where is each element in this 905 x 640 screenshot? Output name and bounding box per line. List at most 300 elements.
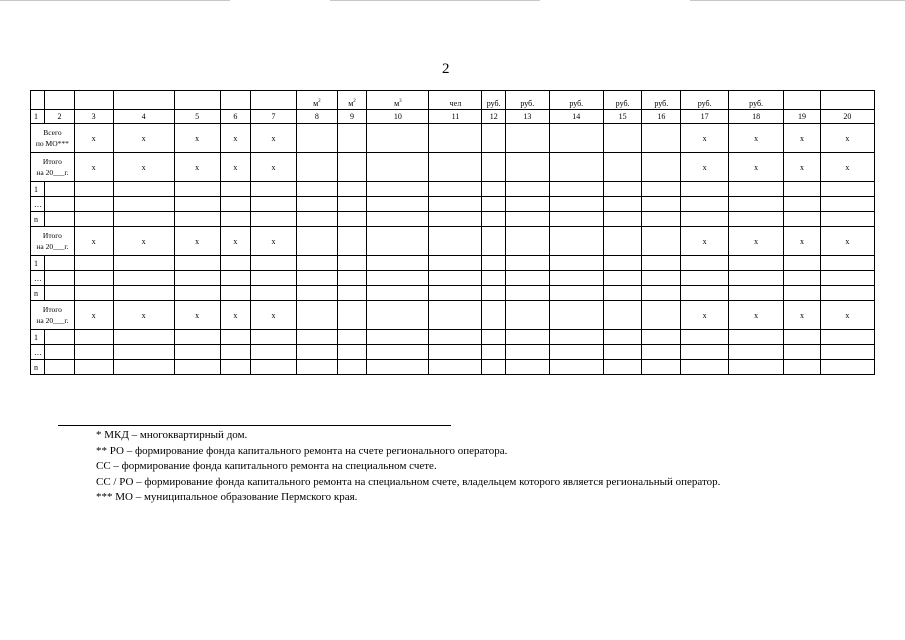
empty-cell <box>820 271 874 286</box>
empty-cell <box>220 212 251 227</box>
empty-cell <box>729 345 784 360</box>
empty-cell <box>505 330 549 345</box>
column-number-cell: 8 <box>296 110 337 124</box>
empty-cell <box>505 182 549 197</box>
empty-cell <box>367 271 429 286</box>
footnote: СС / РО – формирование фонда капитального ремонта на специальном счете, владельцем которого является региональный оператор. <box>96 475 721 488</box>
x-mark-cell: х <box>729 301 784 330</box>
empty-cell <box>429 286 482 301</box>
empty-cell <box>367 153 429 182</box>
empty-cell <box>429 182 482 197</box>
empty-cell <box>505 286 549 301</box>
item-index-cell: n <box>31 286 45 301</box>
x-mark-cell: х <box>174 124 220 153</box>
empty-cell <box>505 256 549 271</box>
column-number-cell: 10 <box>367 110 429 124</box>
empty-cell <box>429 301 482 330</box>
item-row <box>31 330 875 345</box>
empty-cell <box>784 256 821 271</box>
item-index-cell: 1 <box>31 256 45 271</box>
x-mark-cell: х <box>74 227 113 256</box>
empty-cell <box>45 271 75 286</box>
empty-cell <box>820 256 874 271</box>
empty-cell <box>505 153 549 182</box>
empty-cell <box>74 256 113 271</box>
empty-cell <box>429 345 482 360</box>
empty-cell <box>337 182 367 197</box>
empty-cell <box>729 212 784 227</box>
empty-cell <box>505 271 549 286</box>
column-number-cell: 14 <box>549 110 603 124</box>
empty-cell <box>367 256 429 271</box>
x-mark-cell: х <box>784 301 821 330</box>
empty-cell <box>296 301 337 330</box>
empty-cell <box>729 286 784 301</box>
unit-cell: руб. <box>549 91 603 110</box>
empty-cell <box>296 330 337 345</box>
column-number-cell: 19 <box>784 110 821 124</box>
empty-cell <box>174 345 220 360</box>
empty-cell <box>505 212 549 227</box>
empty-cell <box>337 153 367 182</box>
unit-cell: $м^2$ <box>337 91 367 110</box>
empty-cell <box>251 212 297 227</box>
empty-cell <box>113 212 174 227</box>
item-row <box>31 197 875 212</box>
empty-cell <box>220 286 251 301</box>
column-number-cell: 11 <box>429 110 482 124</box>
empty-cell <box>367 360 429 375</box>
empty-cell <box>113 197 174 212</box>
empty-cell <box>296 212 337 227</box>
empty-cell <box>603 197 642 212</box>
empty-cell <box>642 212 681 227</box>
item-row <box>31 271 875 286</box>
column-number-cell: 20 <box>820 110 874 124</box>
total-row <box>31 124 875 153</box>
column-number-cell: 17 <box>681 110 729 124</box>
x-mark-cell: х <box>174 153 220 182</box>
x-mark-cell: х <box>729 153 784 182</box>
column-number-cell: 15 <box>603 110 642 124</box>
empty-cell <box>251 271 297 286</box>
empty-cell <box>681 182 729 197</box>
empty-cell <box>549 227 603 256</box>
empty-cell <box>296 227 337 256</box>
empty-cell <box>681 360 729 375</box>
empty-cell <box>429 197 482 212</box>
empty-cell <box>220 197 251 212</box>
empty-cell <box>337 301 367 330</box>
empty-cell <box>113 345 174 360</box>
unit-cell <box>45 91 75 110</box>
empty-cell <box>603 301 642 330</box>
empty-cell <box>505 360 549 375</box>
x-mark-cell: х <box>220 227 251 256</box>
empty-cell <box>174 212 220 227</box>
unit-cell <box>784 91 821 110</box>
empty-cell <box>220 360 251 375</box>
empty-cell <box>642 197 681 212</box>
x-mark-cell: х <box>220 301 251 330</box>
total-row-label <box>31 227 75 256</box>
x-mark-cell: х <box>729 227 784 256</box>
unit-cell <box>31 91 45 110</box>
empty-cell <box>820 182 874 197</box>
total-row-label-line: Всего <box>43 128 62 137</box>
empty-cell <box>784 330 821 345</box>
x-mark-cell: х <box>820 227 874 256</box>
empty-cell <box>220 271 251 286</box>
empty-cell <box>482 153 505 182</box>
empty-cell <box>367 345 429 360</box>
empty-cell <box>642 256 681 271</box>
empty-cell <box>729 197 784 212</box>
empty-cell <box>549 360 603 375</box>
column-number-row <box>31 110 875 124</box>
x-mark-cell: х <box>820 301 874 330</box>
empty-cell <box>820 197 874 212</box>
empty-cell <box>174 197 220 212</box>
empty-cell <box>429 256 482 271</box>
empty-cell <box>74 345 113 360</box>
scan-edge-top-mid <box>330 0 540 1</box>
empty-cell <box>74 286 113 301</box>
empty-cell <box>820 330 874 345</box>
column-number-cell: 16 <box>642 110 681 124</box>
x-mark-cell: х <box>113 153 174 182</box>
empty-cell <box>784 271 821 286</box>
empty-cell <box>642 153 681 182</box>
empty-cell <box>603 124 642 153</box>
empty-cell <box>367 212 429 227</box>
empty-cell <box>603 256 642 271</box>
empty-cell <box>482 360 505 375</box>
empty-cell <box>113 330 174 345</box>
empty-cell <box>603 227 642 256</box>
footnote: * МКД – многоквартирный дом. <box>96 429 248 441</box>
unit-cell <box>174 91 220 110</box>
empty-cell <box>251 345 297 360</box>
empty-cell <box>337 212 367 227</box>
empty-cell <box>45 360 75 375</box>
empty-cell <box>367 301 429 330</box>
column-number-cell: 7 <box>251 110 297 124</box>
empty-cell <box>367 227 429 256</box>
column-number-cell: 6 <box>220 110 251 124</box>
empty-cell <box>729 182 784 197</box>
x-mark-cell: х <box>74 124 113 153</box>
empty-cell <box>603 330 642 345</box>
empty-cell <box>429 360 482 375</box>
empty-cell <box>251 330 297 345</box>
empty-cell <box>429 124 482 153</box>
empty-cell <box>482 212 505 227</box>
empty-cell <box>681 345 729 360</box>
empty-cell <box>296 286 337 301</box>
x-mark-cell: х <box>113 124 174 153</box>
empty-cell <box>482 227 505 256</box>
empty-cell <box>642 124 681 153</box>
item-row <box>31 286 875 301</box>
total-row-label-line: по МО*** <box>35 139 69 148</box>
empty-cell <box>74 212 113 227</box>
total-row-label-line: на 20___г. <box>36 242 69 251</box>
unit-cell: чел <box>429 91 482 110</box>
column-number-cell: 4 <box>113 110 174 124</box>
empty-cell <box>549 182 603 197</box>
empty-cell <box>505 124 549 153</box>
empty-cell <box>296 271 337 286</box>
empty-cell <box>296 182 337 197</box>
empty-cell <box>74 197 113 212</box>
empty-cell <box>549 301 603 330</box>
empty-cell <box>482 271 505 286</box>
empty-cell <box>482 301 505 330</box>
total-row-label-line: Итого <box>42 305 62 314</box>
empty-cell <box>251 286 297 301</box>
column-number-cell: 9 <box>337 110 367 124</box>
empty-cell <box>174 256 220 271</box>
item-index-cell: … <box>31 345 45 360</box>
empty-cell <box>729 271 784 286</box>
footnote: *** МО – муниципальное образование Пермского края. <box>96 491 358 503</box>
empty-cell <box>45 256 75 271</box>
empty-cell <box>729 330 784 345</box>
x-mark-cell: х <box>251 227 297 256</box>
empty-cell <box>603 286 642 301</box>
empty-cell <box>220 330 251 345</box>
empty-cell <box>784 212 821 227</box>
empty-cell <box>729 360 784 375</box>
x-mark-cell: х <box>220 124 251 153</box>
empty-cell <box>113 360 174 375</box>
empty-cell <box>113 271 174 286</box>
total-row-label-line: Итого <box>42 231 62 240</box>
empty-cell <box>642 330 681 345</box>
empty-cell <box>482 124 505 153</box>
empty-cell <box>296 124 337 153</box>
empty-cell <box>429 212 482 227</box>
column-number-cell: 3 <box>74 110 113 124</box>
empty-cell <box>367 197 429 212</box>
empty-cell <box>113 256 174 271</box>
empty-cell <box>337 227 367 256</box>
empty-cell <box>549 256 603 271</box>
total-row-label <box>31 124 75 153</box>
item-index-cell: n <box>31 212 45 227</box>
unit-cell <box>820 91 874 110</box>
empty-cell <box>296 345 337 360</box>
empty-cell <box>74 360 113 375</box>
empty-cell <box>784 286 821 301</box>
empty-cell <box>603 212 642 227</box>
empty-cell <box>113 286 174 301</box>
x-mark-cell: х <box>820 124 874 153</box>
empty-cell <box>549 286 603 301</box>
total-row <box>31 301 875 330</box>
empty-cell <box>505 301 549 330</box>
unit-cell: руб. <box>505 91 549 110</box>
empty-cell <box>505 345 549 360</box>
unit-row <box>31 91 875 110</box>
x-mark-cell: х <box>820 153 874 182</box>
empty-cell <box>296 153 337 182</box>
empty-cell <box>642 301 681 330</box>
empty-cell <box>482 182 505 197</box>
x-mark-cell: х <box>113 227 174 256</box>
empty-cell <box>113 182 174 197</box>
empty-cell <box>642 227 681 256</box>
footnote-separator <box>58 425 451 426</box>
unit-cell: руб. <box>729 91 784 110</box>
x-mark-cell: х <box>681 153 729 182</box>
column-number-cell: 1 <box>31 110 45 124</box>
x-mark-cell: х <box>113 301 174 330</box>
empty-cell <box>642 345 681 360</box>
empty-cell <box>681 271 729 286</box>
empty-cell <box>367 330 429 345</box>
empty-cell <box>251 256 297 271</box>
x-mark-cell: х <box>681 227 729 256</box>
empty-cell <box>603 360 642 375</box>
empty-cell <box>337 330 367 345</box>
x-mark-cell: х <box>74 153 113 182</box>
empty-cell <box>681 286 729 301</box>
empty-cell <box>367 286 429 301</box>
unit-cell: руб. <box>482 91 505 110</box>
x-mark-cell: х <box>174 227 220 256</box>
scan-edge-top-left <box>0 0 230 1</box>
page-number: 2 <box>442 61 450 77</box>
unit-cell <box>220 91 251 110</box>
x-mark-cell: х <box>784 124 821 153</box>
empty-cell <box>74 271 113 286</box>
empty-cell <box>337 197 367 212</box>
x-mark-cell: х <box>251 301 297 330</box>
empty-cell <box>549 271 603 286</box>
empty-cell <box>174 286 220 301</box>
empty-cell <box>296 256 337 271</box>
item-index-cell: 1 <box>31 182 45 197</box>
empty-cell <box>784 360 821 375</box>
empty-cell <box>337 286 367 301</box>
empty-cell <box>337 345 367 360</box>
x-mark-cell: х <box>784 153 821 182</box>
empty-cell <box>549 345 603 360</box>
column-number-cell: 13 <box>505 110 549 124</box>
total-row <box>31 227 875 256</box>
empty-cell <box>45 286 75 301</box>
empty-cell <box>505 227 549 256</box>
x-mark-cell: х <box>74 301 113 330</box>
empty-cell <box>603 153 642 182</box>
empty-cell <box>367 182 429 197</box>
column-number-cell: 2 <box>45 110 75 124</box>
empty-cell <box>820 360 874 375</box>
empty-cell <box>681 212 729 227</box>
empty-cell <box>174 360 220 375</box>
total-row-label <box>31 301 75 330</box>
empty-cell <box>784 182 821 197</box>
empty-cell <box>549 153 603 182</box>
empty-cell <box>296 360 337 375</box>
empty-cell <box>505 197 549 212</box>
empty-cell <box>820 212 874 227</box>
item-index-cell: 1 <box>31 330 45 345</box>
x-mark-cell: х <box>784 227 821 256</box>
footnotes <box>96 428 720 506</box>
empty-cell <box>784 345 821 360</box>
item-row <box>31 360 875 375</box>
empty-cell <box>681 330 729 345</box>
empty-cell <box>220 182 251 197</box>
item-row <box>31 345 875 360</box>
empty-cell <box>549 330 603 345</box>
empty-cell <box>482 256 505 271</box>
empty-cell <box>482 345 505 360</box>
unit-cell: руб. <box>642 91 681 110</box>
footnote: СС – формирование фонда капитального ремонта на специальном счете. <box>96 460 437 472</box>
empty-cell <box>45 330 75 345</box>
scan-edge-top-right <box>690 0 905 1</box>
empty-cell <box>784 197 821 212</box>
empty-cell <box>429 330 482 345</box>
unit-cell <box>251 91 297 110</box>
empty-cell <box>549 212 603 227</box>
column-number-cell: 5 <box>174 110 220 124</box>
x-mark-cell: х <box>729 124 784 153</box>
item-index-cell: … <box>31 271 45 286</box>
empty-cell <box>251 360 297 375</box>
empty-cell <box>45 212 75 227</box>
empty-cell <box>681 256 729 271</box>
x-mark-cell: х <box>251 124 297 153</box>
empty-cell <box>74 330 113 345</box>
empty-cell <box>549 197 603 212</box>
unit-cell: руб. <box>603 91 642 110</box>
unit-cell: $м^2$ <box>296 91 337 110</box>
empty-cell <box>429 227 482 256</box>
item-row <box>31 182 875 197</box>
empty-cell <box>251 197 297 212</box>
empty-cell <box>174 271 220 286</box>
x-mark-cell: х <box>174 301 220 330</box>
empty-cell <box>220 256 251 271</box>
empty-cell <box>251 182 297 197</box>
x-mark-cell: х <box>251 153 297 182</box>
empty-cell <box>820 345 874 360</box>
total-row-label-line: на 20___г. <box>36 168 69 177</box>
total-row <box>31 153 875 182</box>
empty-cell <box>174 182 220 197</box>
total-row-label-line: на 20___г. <box>36 316 69 325</box>
empty-cell <box>642 271 681 286</box>
empty-cell <box>642 286 681 301</box>
empty-cell <box>549 124 603 153</box>
unit-cell: руб. <box>681 91 729 110</box>
empty-cell <box>337 256 367 271</box>
x-mark-cell: х <box>681 124 729 153</box>
column-number-cell: 18 <box>729 110 784 124</box>
x-mark-cell: х <box>220 153 251 182</box>
empty-cell <box>174 330 220 345</box>
item-index-cell: … <box>31 197 45 212</box>
total-row-label-line: Итого <box>42 157 62 166</box>
empty-cell <box>820 286 874 301</box>
empty-cell <box>45 197 75 212</box>
data-table <box>30 90 875 375</box>
